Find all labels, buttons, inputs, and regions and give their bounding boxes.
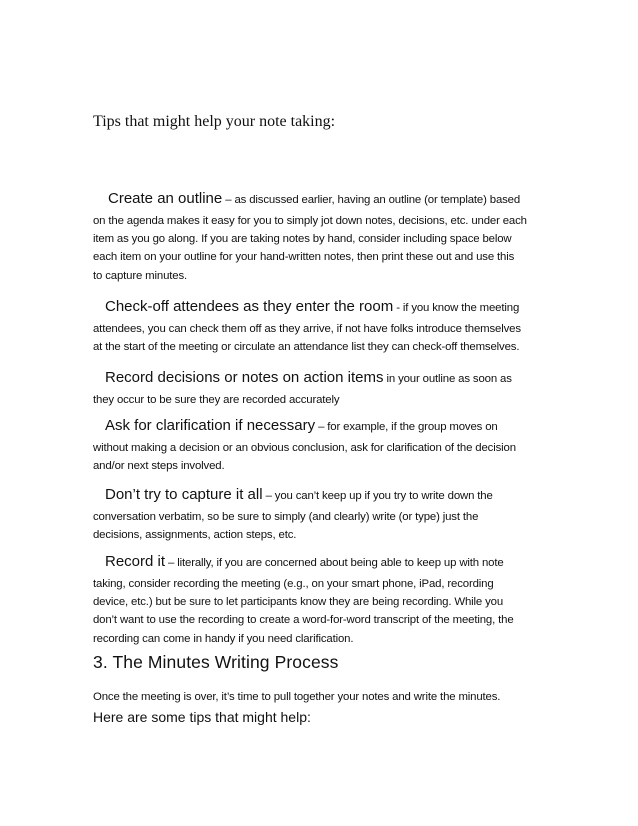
tip-text: don’t want to use the recording to create a word-for-word transcript of the meeting, the bbox=[93, 614, 514, 627]
tip-record-decisions bbox=[93, 366, 553, 409]
tip-dont-capture-all bbox=[93, 483, 553, 544]
tip-text: to capture minutes. bbox=[93, 269, 188, 282]
tip-text: at the start of the meeting or circulate an attendance list they can check-off themselves. bbox=[93, 341, 520, 354]
tip-first-line bbox=[93, 366, 553, 391]
tip-create-outline bbox=[93, 187, 553, 285]
tip-text: attendees, you can check them off as they arrive, if not have folks introduce themselves bbox=[93, 323, 521, 335]
tip-lead: Record decisions or notes on action items bbox=[105, 369, 384, 386]
tip-text: decisions, assignments, action steps, etc. bbox=[93, 529, 297, 542]
tip-text: – as discussed earlier, having an outline (or template) based bbox=[222, 194, 521, 206]
tip-first-line bbox=[93, 483, 553, 508]
tip-text: device, etc.) but be sure to let participants know they are being recording. While you bbox=[93, 596, 504, 609]
intro-line: Here are some tips that might help: bbox=[93, 709, 311, 725]
section-heading: 3. The Minutes Writing Process bbox=[93, 652, 339, 672]
tip-first-line bbox=[93, 295, 553, 320]
tip-text: in your outline as soon as bbox=[383, 373, 512, 385]
tip-lead: Create an outline bbox=[108, 190, 223, 207]
tip-text: recording can come in handy if you need clarification. bbox=[93, 632, 354, 645]
tip-text: – literally, if you are concerned about being able to keep up with note bbox=[165, 557, 504, 569]
page-title: Tips that might help your note taking: bbox=[93, 113, 336, 130]
tip-lead: Don’t try to capture it all bbox=[105, 486, 263, 503]
tip-ask-clarification bbox=[93, 414, 553, 475]
section-intro bbox=[93, 688, 563, 728]
tip-lead: Record it bbox=[105, 553, 166, 570]
tip-text: and/or next steps involved. bbox=[93, 460, 225, 473]
tip-text: conversation verbatim, so be sure to simply (and clearly) write (or type) just the bbox=[93, 511, 479, 523]
tip-text: each item on your outline for your hand-written notes, then print these out and use this bbox=[93, 251, 515, 264]
tip-check-off-attendees bbox=[93, 295, 553, 356]
tip-lead: Ask for clarification if necessary bbox=[105, 417, 316, 434]
tip-text: they occur to be sure they are recorded accurately bbox=[93, 394, 340, 406]
tip-text: on the agenda makes it easy for you to simply jot down notes, decisions, etc. under each bbox=[93, 215, 527, 227]
tip-first-line bbox=[93, 187, 553, 212]
tip-text: – for example, if the group moves on bbox=[315, 421, 498, 433]
tip-lead: Check-off attendees as they enter the room bbox=[105, 298, 394, 315]
tip-record-it bbox=[93, 550, 553, 648]
tip-first-line bbox=[93, 414, 553, 439]
tip-text: – you can’t keep up if you try to write down the bbox=[262, 490, 493, 502]
tip-text: - if you know the meeting bbox=[393, 302, 520, 314]
tip-text: without making a decision or an obvious conclusion, ask for clarification of the decision bbox=[93, 442, 516, 454]
tip-first-line bbox=[93, 550, 553, 575]
tip-text: item as you go along. If you are taking notes by hand, consider including space below bbox=[93, 233, 512, 246]
tip-text: taking, consider recording the meeting (e.g., on your smart phone, iPad, recording bbox=[93, 578, 494, 590]
intro-line: Once the meeting is over, it’s time to pull together your notes and write the minutes. bbox=[93, 691, 501, 703]
